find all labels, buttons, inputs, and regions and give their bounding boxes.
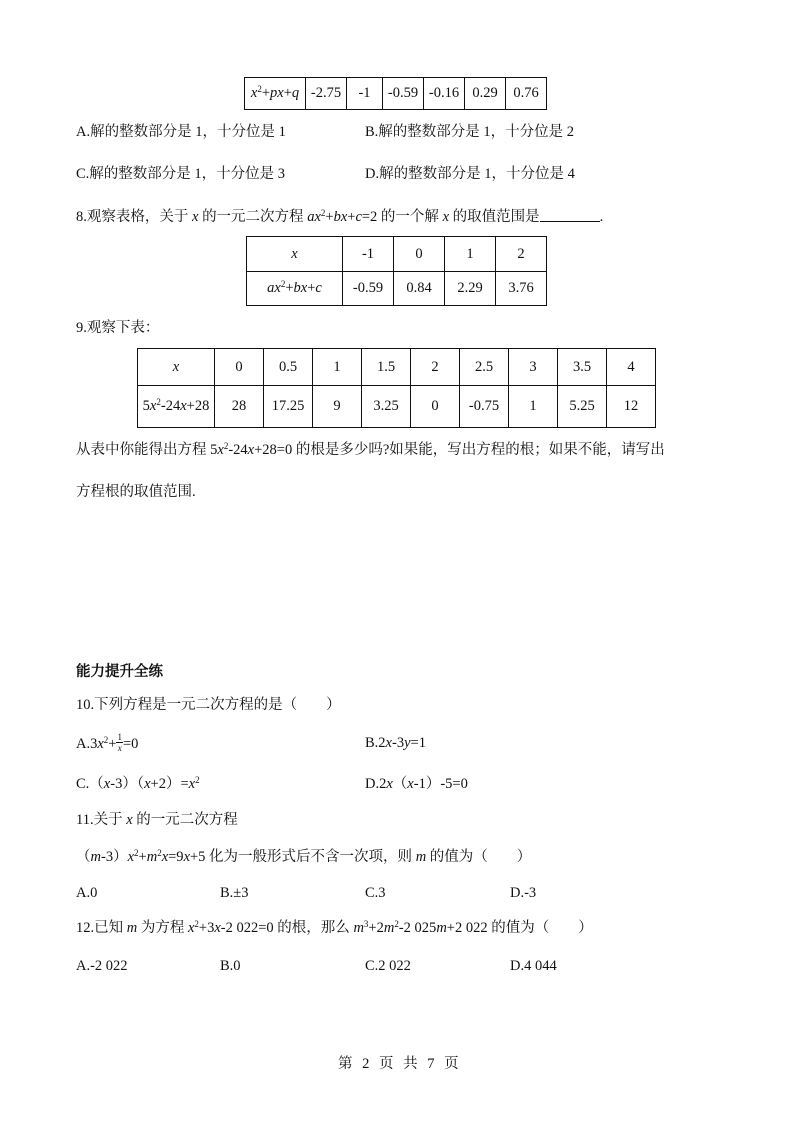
text: 12.已知 [76,920,127,936]
text: -24 [160,398,181,414]
text: =9 [168,849,184,865]
text: =2 的一个解 [361,209,443,225]
table-row [138,386,656,428]
var: x [161,849,169,865]
table-cell: 2.5 [460,349,509,386]
q10-option-c [76,777,200,792]
text: +3 [198,920,215,936]
q7-option-a: A.解的整数部分是 1，十分位是 1 [76,124,286,140]
text: 的值为（ ） [426,849,532,865]
exp: 2 [157,848,162,858]
table-header-cell [138,349,215,386]
denominator: x [117,743,122,753]
var: m [353,920,364,936]
text: +5 化为一般形式后不含一次项，则 [190,849,416,865]
q8-table [246,236,547,306]
section-title: 能力提升全练 [76,664,163,680]
table-cell: -0.16 [424,78,465,110]
q9-question-line1 [76,443,665,458]
exp: 2 [194,919,199,929]
q12-option-c: C.2 022 [365,958,411,974]
table-cell: 3.5 [558,349,607,386]
var: x [385,735,392,751]
var: px [270,85,284,101]
table-cell: 3.76 [496,272,547,306]
op: + [283,85,292,101]
text: -2 022=0 的根，那么 [220,920,354,936]
table-cell: 0 [215,349,264,386]
op: + [307,280,316,296]
var: y [404,735,411,751]
text: 11.关于 [76,812,127,828]
table-header-cell [138,386,215,428]
var: ax [267,280,281,296]
exp: 2 [320,208,326,218]
fraction [116,732,123,753]
text: A.3 [76,735,98,752]
table-cell: 0.5 [264,349,313,386]
table-cell: 1.5 [362,349,411,386]
text: 的一元二次方程 [198,209,308,225]
q7-table [244,77,547,110]
table-header-cell [247,237,343,272]
table-cell: 5.25 [558,386,607,428]
exp: 3 [363,919,369,929]
var: x [188,776,196,792]
op: + [261,85,270,101]
var: ax [307,209,321,225]
table-cell: 0.84 [394,272,445,306]
op: + [138,849,147,865]
table-cell: 0 [411,386,460,428]
table-row [245,78,547,110]
text: 5 [142,398,150,414]
q11-option-c: C.3 [365,885,386,901]
q9-question-line2: 方程根的取值范围. [76,484,196,500]
table-cell: 1 [445,237,496,272]
text: =1 [410,735,426,751]
exp: 2 [257,84,262,94]
var: x [291,245,298,262]
var: x [187,920,195,936]
var: x [149,398,157,414]
text: +28=0 的根是多少吗?如果能，写出方程的根；如果不能，请写出 [254,442,665,458]
table-cell: 0.29 [465,78,506,110]
op: + [347,209,356,225]
var: m [146,849,158,865]
q7-option-d: D.解的整数部分是 1，十分位是 4 [365,166,575,182]
text: +2）= [150,776,189,792]
text: -24 [228,442,248,458]
text: 从表中你能得出方程 5 [76,442,218,458]
var: m [383,920,395,936]
table-cell: -0.59 [383,78,424,110]
table-cell: 9 [313,386,362,428]
exp: 2 [223,441,229,451]
q11-stem [76,813,238,828]
table-row [138,349,656,386]
numerator: 1 [117,732,122,742]
q12-option-d: D.4 044 [510,958,557,974]
text: -2 025 [398,920,437,936]
var: x [442,209,449,225]
table-cell: 0 [394,237,445,272]
table-cell: 2.29 [445,272,496,306]
op: + [325,209,334,225]
text: D.2 [365,776,387,792]
q7-option-c: C.解的整数部分是 1，十分位是 3 [76,166,286,182]
op: + [108,735,117,752]
var: x [386,776,393,792]
text: （ [76,849,91,865]
text: -3 [391,735,405,751]
text: 的一元二次方程 [132,812,238,828]
page-footer: 第 2 页 共 7 页 [338,1056,459,1072]
var: x [247,442,255,458]
table-cell: 17.25 [264,386,313,428]
table-cell: 12 [607,386,656,428]
var: m [90,849,101,865]
q7-option-b: B.解的整数部分是 1，十分位是 2 [365,124,575,140]
table-cell: -2.75 [306,78,347,110]
table-cell: -1 [347,78,383,110]
var: c [355,209,362,225]
table-cell: 1 [313,349,362,386]
q10-option-a [76,734,138,755]
table-cell: 2 [496,237,547,272]
table-header-cell [247,272,343,306]
var: x [250,85,258,101]
table-cell: 4 [607,349,656,386]
text: B.2 [365,735,386,751]
q12-option-b: B.0 [220,958,241,974]
var: m [436,920,447,936]
q9-table [137,348,656,428]
var: x [127,849,135,865]
var: x [192,209,199,225]
var: x [217,442,224,458]
var: x [214,920,221,936]
var: q [291,85,300,101]
q9-stem: 9.观察下表： [76,320,160,336]
table-cell: 0.76 [506,78,547,110]
text: =0 [122,735,139,752]
exp: 2 [394,919,399,929]
q10-option-b [365,736,426,751]
text: 为方程 [137,920,188,936]
var: bx [333,209,348,225]
answer-blank[interactable] [540,209,600,222]
q12-stem [76,921,593,936]
var: c [315,280,322,296]
var: x [126,812,133,828]
var: x [144,776,151,792]
var: x [172,358,180,375]
exp: 2 [134,848,139,858]
table-cell: -0.75 [460,386,509,428]
text: +28 [186,398,210,414]
var: m [126,920,138,936]
q10-stem: 10.下列方程是一元二次方程的是（ ） [76,697,341,713]
q8-stem [76,209,603,225]
exp: 2 [280,279,286,289]
exp: 2 [103,734,109,745]
text: C.（ [76,776,104,792]
text: . [599,209,604,225]
var: x [183,849,190,865]
var: x [407,776,414,792]
q12-option-a: A.-2 022 [76,958,128,974]
table-cell: -0.59 [343,272,394,306]
text: +2 022 的值为（ ） [446,920,593,936]
table-cell: -1 [343,237,394,272]
table-row [247,237,547,272]
exp: 2 [156,397,161,407]
table-row [247,272,547,306]
q11-option-b: B.±3 [220,885,249,901]
var: x [103,776,111,792]
table-cell: 28 [215,386,264,428]
q11-option-a: A.0 [76,885,98,901]
text: 8.观察表格，关于 [76,209,192,225]
table-cell: 1 [509,386,558,428]
table-cell: 2 [411,349,460,386]
q10-option-d [365,777,468,792]
table-cell: 3.25 [362,386,411,428]
var: bx [293,280,308,296]
var: x [97,735,104,752]
var: m [415,849,427,865]
text: -3）（ [110,776,145,792]
text: （ [392,776,408,792]
q7-row-label [245,78,306,110]
text: -3） [100,849,128,865]
q11-equation-line [76,850,531,865]
q11-option-d: D.-3 [510,885,537,901]
text: 的取值范围是 [449,209,540,225]
text: +2 [368,920,384,936]
op: + [285,280,294,296]
text: -1）-5=0 [413,776,468,792]
table-cell: 3 [509,349,558,386]
var: x [180,398,187,414]
exp: 2 [195,775,200,785]
